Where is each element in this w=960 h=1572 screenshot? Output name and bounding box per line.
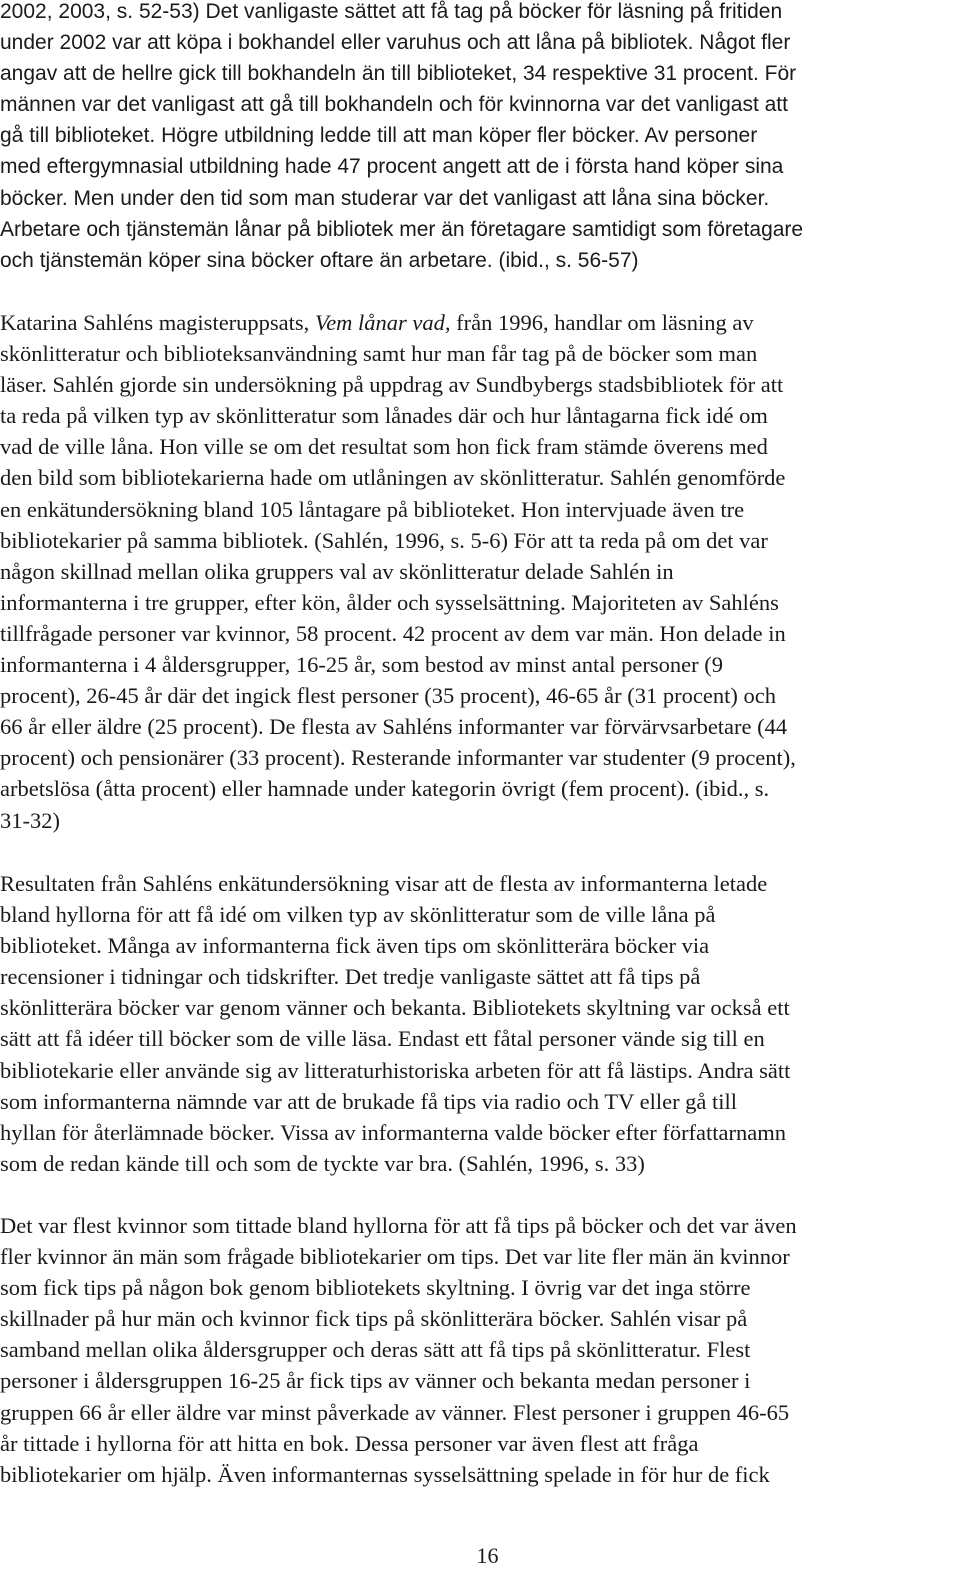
text-line: 66 år eller äldre (25 procent). De flesta av Sahléns informanter var förvärvsarbetare (44 xyxy=(0,714,788,740)
text-line: biblioteket. Många av informanterna fick även tips om skönlitterära böcker via xyxy=(0,933,710,959)
book-title: Vem lånar vad, xyxy=(314,310,451,335)
text-line: procent), 26-45 år där det ingick flest personer (35 procent), 46-65 år (31 procent) och xyxy=(0,683,776,709)
text-line: Arbetare och tjänstemän lånar på bibliotek mer än företagare samtidigt som företagare xyxy=(0,217,804,241)
text-line: bibliotekarier om hjälp. Även informanternas sysselsättning spelade in för hur de fick xyxy=(0,1461,770,1487)
text-line: ta reda på vilken typ av skönlitteratur som lånades där och hur låntagarna fick idé om xyxy=(0,403,768,429)
text-line: någon skillnad mellan olika gruppers val av skönlitteratur delade Sahlén in xyxy=(0,558,674,584)
text-line: personer i åldersgruppen 16-25 år fick tips av vänner och bekanta medan personer i xyxy=(0,1368,751,1394)
text-segment: Katarina Sahléns magisteruppsats, xyxy=(0,310,315,335)
paragraph-1 xyxy=(0,0,960,276)
text-line: skönlitteratur och biblioteksanvändning samt hur man får tag på de böcker som man xyxy=(0,341,758,367)
text-line: 2002, 2003, s. 52-53) Det vanligaste sättet att få tag på böcker för läsning på fritiden xyxy=(0,0,783,23)
text-segment: från 1996, handlar om läsning av xyxy=(450,310,754,335)
text-line: med eftergymnasial utbildning hade 47 procent angett att de i första hand köper sina xyxy=(0,155,784,179)
text-line: bland hyllorna för att få idé om vilken typ av skönlitteratur som de ville låna på xyxy=(0,902,716,928)
text-line: en enkätundersökning bland 105 låntagare på biblioteket. Hon intervjuade även tre xyxy=(0,496,745,522)
paragraph-3 xyxy=(0,868,960,1179)
text-line: som fick tips på någon bok genom bibliotekets skyltning. I övrig var det inga större xyxy=(0,1275,751,1301)
text-line: informanterna i tre grupper, efter kön, ålder och sysselsättning. Majoriteten av Sahléns xyxy=(0,589,779,615)
text-line: tillfrågade personer var kvinnor, 58 procent. 42 procent av dem var män. Hon delade in xyxy=(0,620,786,646)
text-line: bibliotekarier på samma bibliotek. (Sahlén, 1996, s. 5-6) För att ta reda på om det var xyxy=(0,527,768,553)
text-line: skillnader på hur män och kvinnor fick tips på skönlitterära böcker. Sahlén visar på xyxy=(0,1306,748,1332)
text-line: Det var flest kvinnor som tittade bland hyllorna för att få tips på böcker och det var även xyxy=(0,1213,797,1238)
text-line: läser. Sahlén gjorde sin undersökning på uppdrag av Sundbybergs stadsbibliotek för att xyxy=(0,372,784,398)
text-line: recensioner i tidningar och tidskrifter. Det tredje vanligaste sättet att få tips på xyxy=(0,964,701,990)
paragraph-2 xyxy=(0,307,960,836)
text-line: hyllan för återlämnade böcker. Vissa av informanterna valde böcker efter författarnamn xyxy=(0,1119,787,1145)
text-line: som de redan kände till och som de tyckte var bra. (Sahlén, 1996, s. 33) xyxy=(0,1150,645,1176)
text-line: arbetslösa (åtta procent) eller hamnade under kategorin övrigt (fem procent). (ibid., s. xyxy=(0,776,770,802)
text-line: samband mellan olika åldersgrupper och deras sätt att få tips på skönlitteratur. Flest xyxy=(0,1337,751,1363)
text-line: Resultaten från Sahléns enkätundersökning visar att de flesta av informanterna letade xyxy=(0,871,768,896)
text-line: 31-32) xyxy=(0,807,60,833)
text-line: gruppen 66 år eller äldre var minst påverkade av vänner. Flest personer i gruppen 46-65 xyxy=(0,1399,790,1425)
text-line: männen var det vanligast att gå till bokhandeln och för kvinnorna var det vanligast att xyxy=(0,93,788,117)
text-line: informanterna i 4 åldersgrupper, 16-25 år, som bestod av minst antal personer (9 xyxy=(0,652,723,678)
text-line: procent) och pensionärer (33 procent). Resterande informanter var studenter (9 procent), xyxy=(0,745,796,771)
text-line: skönlitterära böcker var genom vänner och bekanta. Bibliotekets skyltning var också ett xyxy=(0,995,790,1021)
text-line: böcker. Men under den tid som man studerar var det vanligast att låna sina böcker. xyxy=(0,186,770,210)
text-line: vad de ville låna. Hon ville se om det resultat som hon fick fram stämde överens med xyxy=(0,434,768,460)
paragraph-4 xyxy=(0,1210,960,1490)
text-line: angav att de hellre gick till bokhandeln än till biblioteket, 34 respektive 31 procent. För xyxy=(0,62,797,86)
text-line: som informanterna nämnde var att de brukade få tips via radio och TV eller gå till xyxy=(0,1088,738,1114)
text-line: gå till biblioteket. Högre utbildning ledde till att man köper fler böcker. Av personer xyxy=(0,124,758,148)
text-line: den bild som bibliotekarierna hade om utlåningen av skönlitteratur. Sahlén genomförde xyxy=(0,465,786,491)
text-line: bibliotekarie eller använde sig av litteraturhistoriska arbeten för att få lästips. Andra sätt xyxy=(0,1057,791,1083)
text-line: och tjänstemän köper sina böcker oftare än arbetare. (ibid., s. 56-57) xyxy=(0,248,639,272)
text-line: fler kvinnor än män som frågade bibliotekarier om tips. Det var lite fler män än kvinnor xyxy=(0,1244,790,1270)
page-number: 16 xyxy=(476,1543,499,1568)
text-line: under 2002 var att köpa i bokhandel eller varuhus och att låna på bibliotek. Något fler xyxy=(0,31,791,55)
text-line: sätt att få idéer till böcker som de ville läsa. Endast ett fåtal personer vände sig till en xyxy=(0,1026,765,1052)
text-line xyxy=(0,307,960,338)
text-line: år tittade i hyllorna för att hitta en bok. Dessa personer var även flest att fråga xyxy=(0,1430,699,1456)
